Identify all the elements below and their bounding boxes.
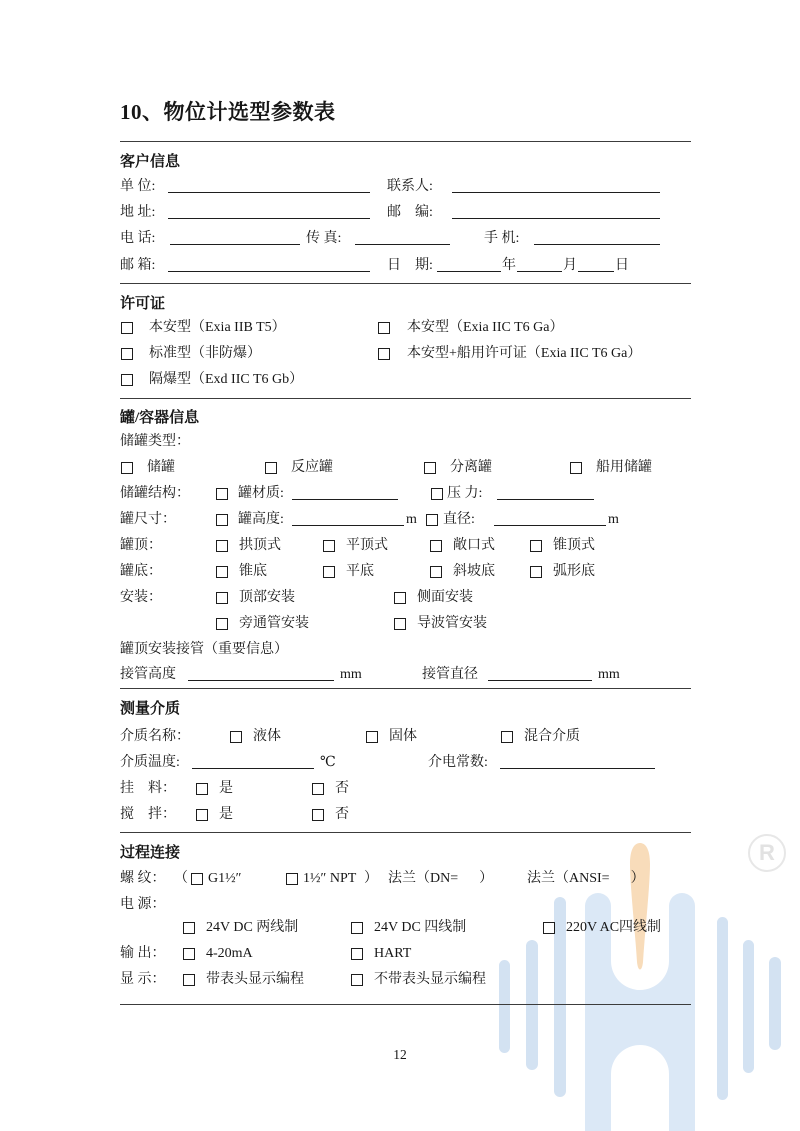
flange-ansi-label: 法兰（ANSI= ） — [527, 871, 645, 886]
medium-option: 固体 — [389, 729, 417, 744]
power-option: 220V AC四线制 — [566, 920, 662, 935]
checkbox-top-flat[interactable] — [323, 540, 335, 552]
tank-top-option: 拱顶式 — [239, 538, 281, 553]
year-label: 年 — [502, 258, 516, 273]
watermark-bars-right — [717, 917, 781, 1100]
section-divider — [120, 832, 691, 833]
postcode-input-line[interactable] — [452, 203, 660, 219]
date-day-input-line[interactable] — [578, 256, 614, 272]
buildup-label: 挂 料： — [120, 781, 176, 796]
tank-bottom-label: 罐底： — [120, 564, 162, 579]
tank-bottom-option: 平底 — [346, 564, 374, 579]
checkbox-flameproof[interactable] — [121, 374, 133, 386]
medium-option: 混合介质 — [524, 729, 580, 744]
tank-diameter-unit: m — [608, 512, 619, 527]
paren-open: （ — [174, 871, 188, 886]
dielectric-label: 介电常数: — [428, 755, 488, 770]
tank-pressure-label: 压 力: — [447, 486, 483, 501]
nozzle-diameter-input-line[interactable] — [488, 665, 592, 681]
medium-name-label: 介质名称： — [120, 729, 190, 744]
license-option-label: 本安型（Exia IIC T6 Ga） — [407, 320, 564, 335]
checkbox-top-open[interactable] — [430, 540, 442, 552]
contact-label: 联系人: — [387, 179, 433, 194]
install-option: 顶部安装 — [239, 590, 295, 605]
tank-height-label: 罐高度: — [238, 512, 284, 527]
email-label: 邮 箱: — [120, 258, 156, 273]
tank-diameter-label: 直径: — [443, 512, 475, 527]
address-label: 地 址: — [120, 205, 156, 220]
checkbox-install-bypass[interactable] — [216, 618, 228, 630]
checkbox-power-220v-4wire[interactable] — [543, 922, 555, 934]
checkbox-tank-pressure[interactable] — [431, 488, 443, 500]
tank-section-header: 罐/容器信息 — [120, 410, 200, 426]
license-section-header: 许可证 — [120, 296, 166, 312]
checkbox-top-cone[interactable] — [530, 540, 542, 552]
checkbox-medium-mixed[interactable] — [501, 731, 513, 743]
checkbox-thread-npt[interactable] — [286, 873, 298, 885]
checkbox-buildup-no[interactable] — [312, 783, 324, 795]
output-option: HART — [374, 946, 412, 961]
tank-top-option: 平顶式 — [346, 538, 388, 553]
checkbox-top-dome[interactable] — [216, 540, 228, 552]
date-year-input-line[interactable] — [437, 256, 501, 272]
fax-input-line[interactable] — [355, 229, 450, 245]
date-month-input-line[interactable] — [517, 256, 562, 272]
page-number: 12 — [393, 1047, 407, 1062]
checkbox-intrinsic-iib[interactable] — [121, 322, 133, 334]
no-option: 否 — [335, 781, 349, 796]
tank-size-label: 罐尺寸： — [120, 512, 176, 527]
checkbox-standard[interactable] — [121, 348, 133, 360]
install-label: 安装： — [120, 590, 162, 605]
dielectric-input-line[interactable] — [500, 753, 655, 769]
checkbox-stir-yes[interactable] — [196, 809, 208, 821]
tank-type-option: 分离罐 — [450, 460, 492, 475]
medium-temp-label: 介质温度: — [120, 755, 180, 770]
power-option: 24V DC 两线制 — [206, 920, 299, 935]
checkbox-tank-reaction[interactable] — [265, 462, 277, 474]
checkbox-medium-solid[interactable] — [366, 731, 378, 743]
postcode-label: 邮 编: — [387, 205, 433, 220]
watermark-bars-left — [499, 897, 566, 1097]
license-option-label: 标准型（非防爆） — [149, 346, 261, 361]
tank-height-input-line[interactable] — [292, 510, 404, 526]
checkbox-bottom-cone[interactable] — [216, 566, 228, 578]
output-label: 输 出： — [120, 946, 166, 961]
stir-label: 搅 拌： — [120, 807, 176, 822]
tank-top-option: 敞口式 — [453, 538, 495, 553]
nozzle-diameter-label: 接管直径 — [422, 667, 478, 682]
checkbox-thread-g[interactable] — [191, 873, 203, 885]
power-option: 24V DC 四线制 — [374, 920, 467, 935]
checkbox-power-24v-4wire[interactable] — [351, 922, 363, 934]
section-divider — [120, 283, 691, 284]
license-option-label: 本安型（Exia IIB T5） — [149, 320, 286, 335]
tank-height-unit: m — [406, 512, 417, 527]
checkbox-marine-cert[interactable] — [378, 348, 390, 360]
contact-input-line[interactable] — [452, 177, 660, 193]
checkbox-install-top[interactable] — [216, 592, 228, 604]
checkbox-tank-material[interactable] — [216, 488, 228, 500]
nozzle-diameter-unit: mm — [598, 667, 620, 682]
checkbox-tank-storage[interactable] — [121, 462, 133, 474]
checkbox-tank-separation[interactable] — [424, 462, 436, 474]
tank-bottom-option: 锥底 — [239, 564, 267, 579]
license-option-label: 本安型+船用许可证（Exia IIC T6 Ga） — [407, 346, 642, 361]
tank-pressure-input-line[interactable] — [497, 484, 594, 500]
thread-label: 螺 纹： — [120, 871, 166, 886]
page-title: 10、物位计选型参数表 — [120, 100, 336, 124]
display-option: 带表头显示编程 — [206, 972, 304, 987]
checkbox-display-with-meter[interactable] — [183, 974, 195, 986]
mobile-input-line[interactable] — [534, 229, 660, 245]
day-label: 日 — [615, 258, 629, 273]
tank-type-option: 反应罐 — [291, 460, 333, 475]
checkbox-display-without-meter[interactable] — [351, 974, 363, 986]
tank-structure-label: 储罐结构： — [120, 486, 190, 501]
email-input-line[interactable] — [168, 256, 370, 272]
section-divider — [120, 141, 691, 142]
install-option: 导波管安装 — [417, 616, 487, 631]
tank-type-option: 储罐 — [147, 460, 175, 475]
checkbox-tank-marine[interactable] — [570, 462, 582, 474]
mobile-label: 手 机: — [484, 231, 520, 246]
checkbox-bottom-arc[interactable] — [530, 566, 542, 578]
display-option: 不带表头显示编程 — [374, 972, 486, 987]
tank-type-option: 船用储罐 — [596, 460, 652, 475]
medium-temp-input-line[interactable] — [192, 753, 314, 769]
phone-label: 电 话: — [120, 231, 156, 246]
medium-section-header: 测量介质 — [120, 701, 181, 717]
checkbox-buildup-yes[interactable] — [196, 783, 208, 795]
fax-label: 传 真: — [306, 231, 342, 246]
checkbox-output-420ma[interactable] — [183, 948, 195, 960]
install-option: 旁通管安装 — [239, 616, 309, 631]
license-option-label: 隔爆型（Exd IIC T6 Gb） — [149, 372, 304, 387]
output-option: 4-20mA — [206, 946, 253, 961]
no-option: 否 — [335, 807, 349, 822]
tank-type-label: 储罐类型： — [120, 434, 190, 449]
checkbox-intrinsic-iic[interactable] — [378, 322, 390, 334]
customer-section-header: 客户信息 — [120, 154, 181, 170]
tank-material-label: 罐材质: — [238, 486, 284, 501]
nozzle-height-input-line[interactable] — [188, 665, 334, 681]
nozzle-height-unit: mm — [340, 667, 362, 682]
display-label: 显 示： — [120, 972, 166, 987]
phone-input-line[interactable] — [170, 229, 300, 245]
tank-top-option: 锥顶式 — [553, 538, 595, 553]
checkbox-output-hart[interactable] — [351, 948, 363, 960]
medium-option: 液体 — [253, 729, 281, 744]
paren-close: ） — [364, 871, 378, 886]
checkbox-power-24v-2wire[interactable] — [183, 922, 195, 934]
flange-dn-label: 法兰（DN= ） — [388, 871, 494, 886]
tank-diameter-input-line[interactable] — [494, 510, 606, 526]
section-divider — [120, 688, 691, 689]
tank-material-input-line[interactable] — [292, 484, 398, 500]
process-section-header: 过程连接 — [120, 845, 181, 861]
yes-option: 是 — [219, 807, 233, 822]
medium-temp-unit: ℃ — [320, 755, 336, 770]
checkbox-medium-liquid[interactable] — [230, 731, 242, 743]
registered-trademark-icon: R — [748, 834, 786, 872]
address-input-line[interactable] — [168, 203, 370, 219]
thread-option: 1½″ NPT — [303, 871, 357, 886]
tank-bottom-option: 弧形底 — [553, 564, 595, 579]
power-label: 电 源： — [120, 897, 166, 912]
thread-option: G1½″ — [208, 871, 242, 886]
company-label: 单 位: — [120, 179, 156, 194]
watermark-orange-drop — [630, 843, 650, 970]
checkbox-tank-diameter[interactable] — [426, 514, 438, 526]
section-divider — [120, 398, 691, 399]
checkbox-bottom-flat[interactable] — [323, 566, 335, 578]
checkbox-stir-no[interactable] — [312, 809, 324, 821]
section-divider — [120, 1004, 691, 1005]
checkbox-install-stilling[interactable] — [394, 618, 406, 630]
install-option: 侧面安装 — [417, 590, 473, 605]
company-input-line[interactable] — [168, 177, 370, 193]
yes-option: 是 — [219, 781, 233, 796]
checkbox-tank-height[interactable] — [216, 514, 228, 526]
checkbox-bottom-slope[interactable] — [430, 566, 442, 578]
nozzle-note: 罐顶安装接管（重要信息） — [120, 642, 288, 657]
month-label: 月 — [563, 258, 577, 273]
date-label: 日 期: — [387, 258, 433, 273]
tank-bottom-option: 斜坡底 — [453, 564, 495, 579]
tank-top-label: 罐顶： — [120, 538, 162, 553]
checkbox-install-side[interactable] — [394, 592, 406, 604]
nozzle-height-label: 接管高度 — [120, 667, 176, 682]
